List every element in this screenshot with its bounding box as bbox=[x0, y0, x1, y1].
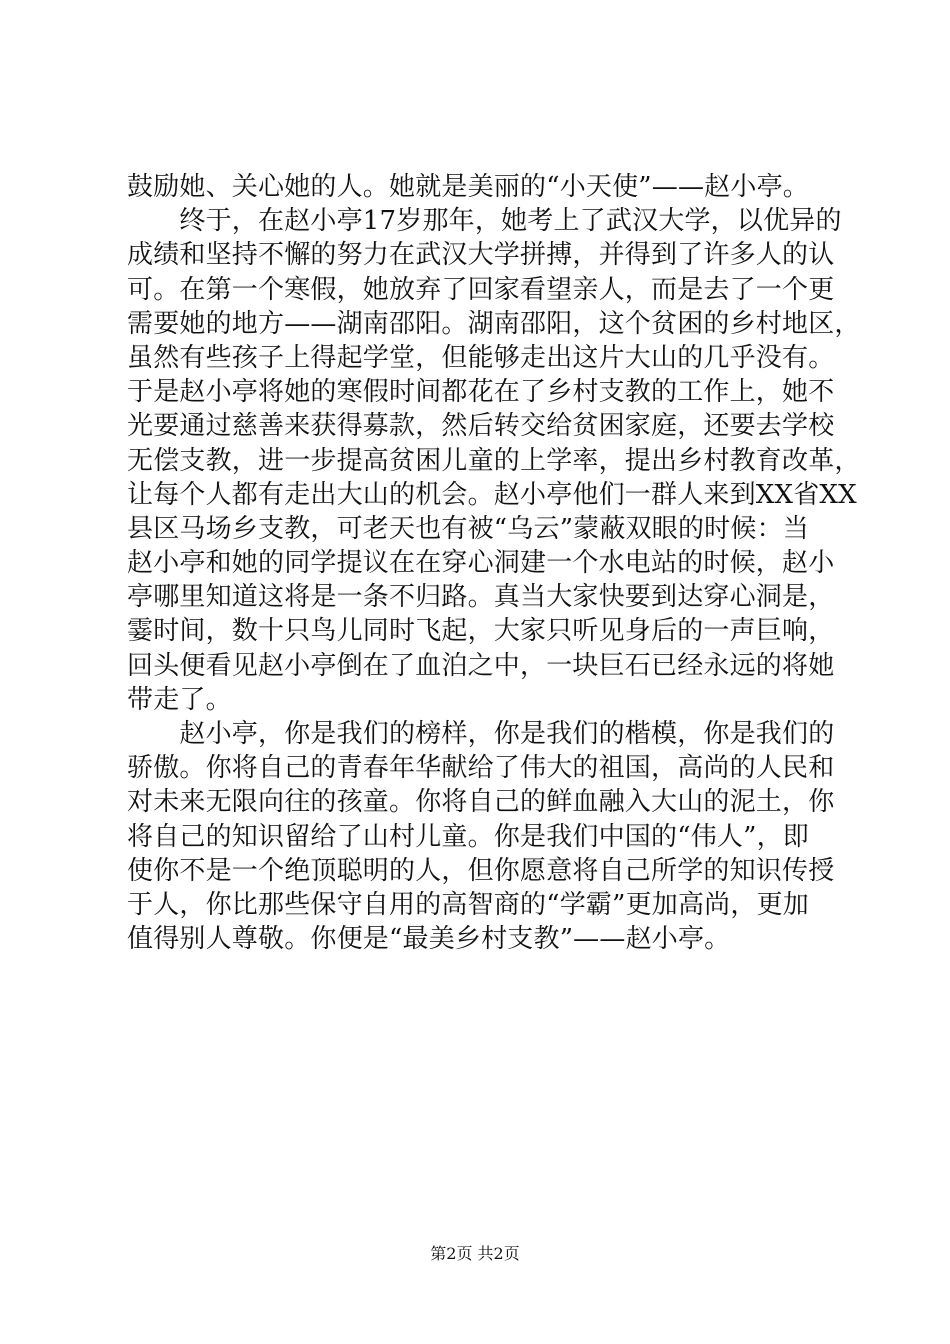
text-line: 让每个人都有走出大山的机会。赵小亭他们一群人来到XX省XX bbox=[127, 479, 857, 510]
text-line: 需要她的地方——湖南邵阳。湖南邵阳，这个贫困的乡村地区， bbox=[127, 308, 861, 339]
text-line: 成绩和坚持不懈的努力在武汉大学拼搏，并得到了许多人的认 bbox=[127, 240, 835, 271]
text-line: 赵小亭和她的同学提议在在穿心洞建一个水电站的时候，赵小 bbox=[127, 548, 835, 579]
page-number-footer: 第2页 共2页 bbox=[430, 1244, 520, 1263]
text-line: 于是赵小亭将她的寒假时间都花在了乡村支教的工作上，她不 bbox=[127, 377, 835, 408]
text-line: 鼓励她、关心她的人。她就是美丽的“小天使”——赵小亭。 bbox=[127, 172, 809, 202]
body-text bbox=[127, 170, 861, 956]
text-line: 可。在第一个寒假，她放弃了回家看望亲人，而是去了一个更 bbox=[127, 274, 835, 305]
text-line: 赵小亭，你是我们的榜样，你是我们的楷模，你是我们的 bbox=[127, 719, 835, 749]
text-line: 将自己的知识留给了山村儿童。你是我们中国的“伟人”，即 bbox=[127, 821, 809, 852]
text-line: 对未来无限向往的孩童。你将自己的鲜血融入大山的泥土，你 bbox=[127, 787, 835, 818]
text-line: 值得别人尊敬。你便是“最美乡村支教”——赵小亭。 bbox=[127, 924, 731, 955]
text-line: 亭哪里知道这将是一条不归路。真当大家快要到达穿心洞是， bbox=[127, 582, 835, 613]
text-line: 于人，你比那些保守自用的高智商的“学霸”更加高尚，更加 bbox=[127, 889, 809, 920]
text-line: 使你不是一个绝顶聪明的人，但你愿意将自己所学的知识传授 bbox=[127, 855, 835, 886]
text-line: 光要通过慈善来获得募款，然后转交给贫困家庭，还要去学校 bbox=[127, 411, 835, 442]
text-line: 霎时间，数十只鸟儿同时飞起，大家只听见身后的一声巨响， bbox=[127, 616, 835, 647]
text-line: 虽然有些孩子上得起学堂，但能够走出这片大山的几乎没有。 bbox=[127, 342, 835, 373]
text-line: 终于，在赵小亭17岁那年，她考上了武汉大学，以优异的 bbox=[127, 206, 842, 237]
text-line: 县区马场乡支教，可老天也有被“乌云”蒙蔽双眼的时候：当 bbox=[127, 513, 809, 544]
text-line: 带走了。 bbox=[127, 684, 232, 715]
text-line: 回头便看见赵小亭倒在了血泊之中，一块巨石已经永远的将她 bbox=[127, 650, 835, 681]
text-line: 骄傲。你将自己的青春年华献给了伟大的祖国，高尚的人民和 bbox=[127, 753, 835, 784]
text-line: 无偿支教，进一步提高贫困儿童的上学率，提出乡村教育改革， bbox=[127, 445, 861, 476]
